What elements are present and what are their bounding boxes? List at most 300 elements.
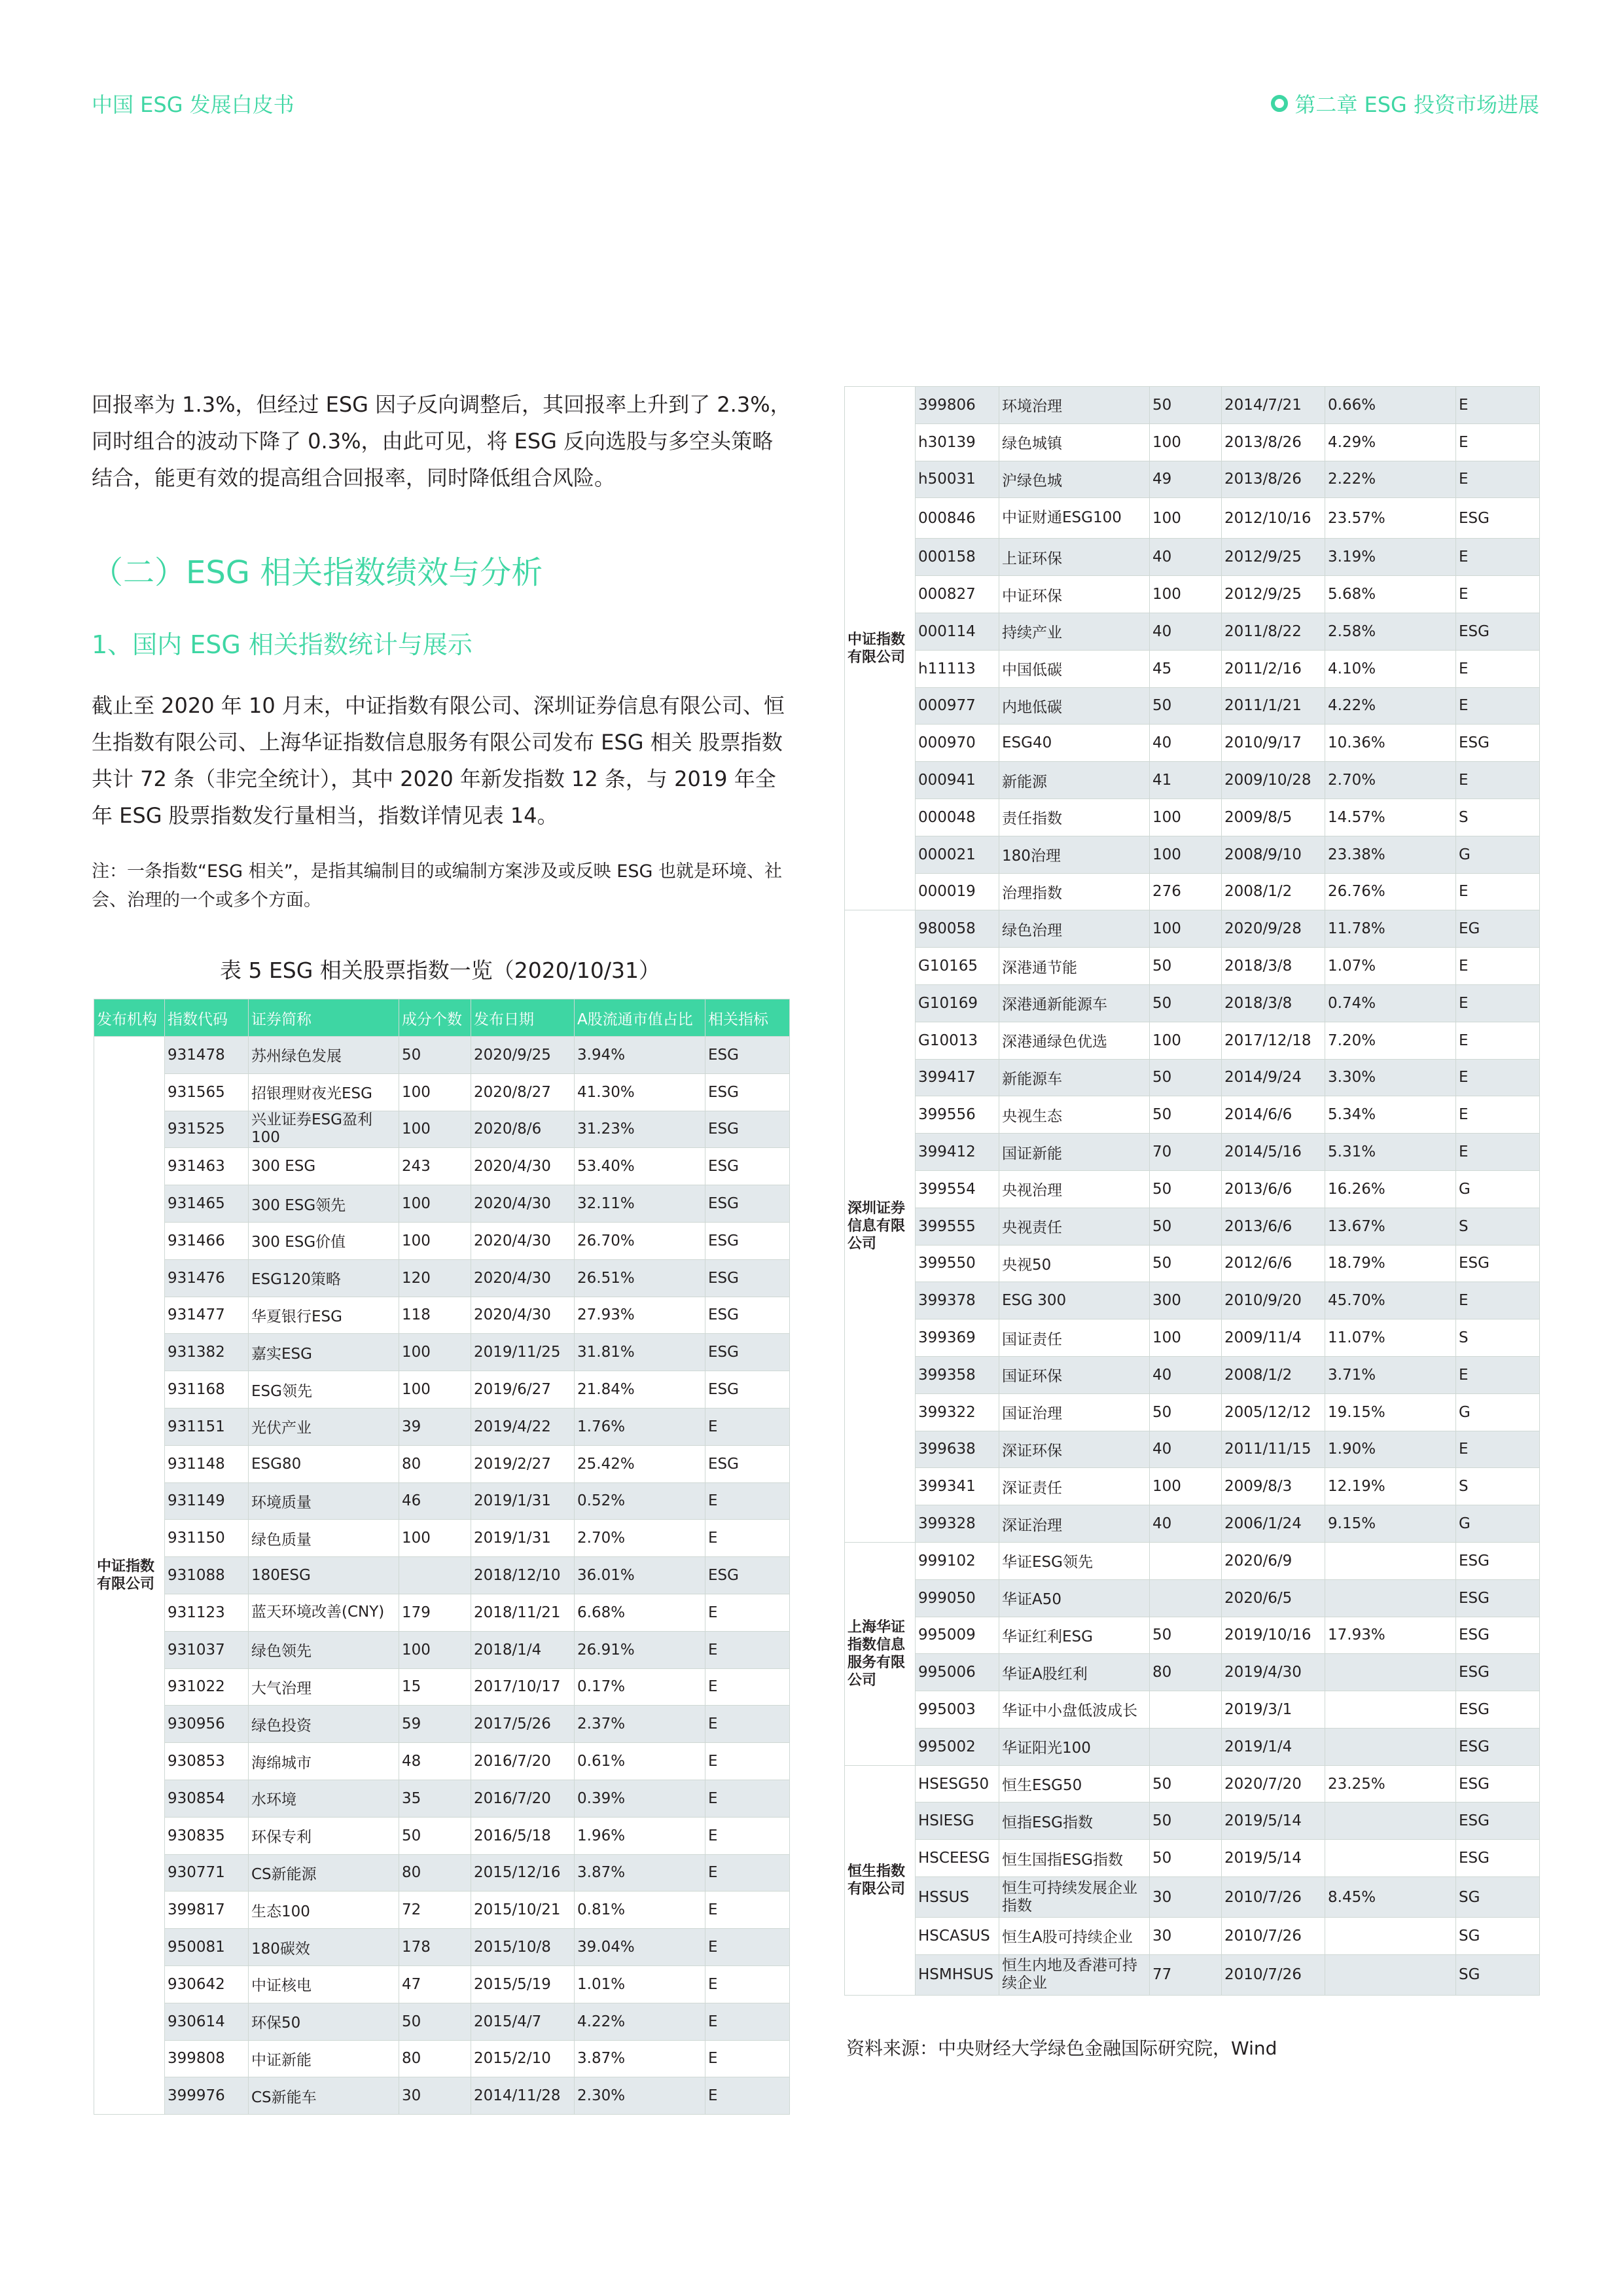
intro-paragraph: 回报率为 1.3%，但经过 ESG 因子反向调整后，其回报率上升到了 2.3%，同时组合的波动下降了 0.3%，由此可见，将 ESG 反向选股与多空头策略结合，能更有效的提高组合回报率，同时降低组合风险。 <box>92 392 791 490</box>
table-row <box>845 873 1540 910</box>
table-cell: 72 <box>399 1892 471 1929</box>
table-cell <box>1325 1654 1456 1691</box>
table-cell: 国证责任 <box>999 1319 1150 1357</box>
table-cell: 2020/4/30 <box>471 1297 575 1334</box>
table-cell: ESG <box>705 1371 790 1408</box>
table-cell: G10169 <box>916 984 999 1022</box>
table-cell: 50 <box>1150 1393 1222 1431</box>
table-cell: 45.70% <box>1325 1282 1456 1319</box>
table-cell: 77 <box>1150 1954 1222 1995</box>
table-cell: 931037 <box>165 1631 249 1668</box>
column-header: 发布机构 <box>94 999 165 1037</box>
table-cell: 120 <box>399 1259 471 1297</box>
table-cell: 2020/4/30 <box>471 1148 575 1185</box>
subsection-heading: 1、国内 ESG 相关指数统计与展示 <box>92 630 473 659</box>
table-cell: 2009/8/5 <box>1222 798 1325 836</box>
note-paragraph: 注：一条指数“ESG 相关”，是指其编制目的或编制方案涉及或反映 ESG 也就是环境、社会、治理的一个或多个方面。 <box>92 861 782 910</box>
table-cell: 中证财通ESG100 <box>999 498 1150 539</box>
table-cell: 41.30% <box>575 1073 705 1111</box>
table-cell: 2013/8/26 <box>1222 423 1325 461</box>
table-cell: 21.84% <box>575 1371 705 1408</box>
table-cell: 19.15% <box>1325 1393 1456 1431</box>
table-cell: 2011/8/22 <box>1222 613 1325 650</box>
table-cell: E <box>705 1668 790 1706</box>
table-row <box>94 1371 790 1408</box>
table-cell: 14.57% <box>1325 798 1456 836</box>
table-cell: 23.25% <box>1325 1765 1456 1803</box>
table-row <box>845 1096 1540 1134</box>
table-cell: 深证环保 <box>999 1431 1150 1468</box>
table-cell: ESG <box>705 1334 790 1371</box>
table-cell <box>1325 1542 1456 1579</box>
table-cell <box>1325 1918 1456 1955</box>
table-cell: 26.51% <box>575 1259 705 1297</box>
table-cell: 6.68% <box>575 1594 705 1631</box>
table-cell: 2020/8/27 <box>471 1073 575 1111</box>
table-row <box>845 725 1540 762</box>
table-cell: 2.70% <box>1325 762 1456 799</box>
table-cell: E <box>705 1817 790 1854</box>
column-header: 成分个数 <box>399 999 471 1037</box>
table-cell: 931149 <box>165 1482 249 1520</box>
table-cell: G <box>1456 836 1540 873</box>
table-row <box>94 1892 790 1929</box>
table-row <box>94 1929 790 1966</box>
table-cell: 2015/10/8 <box>471 1929 575 1966</box>
table-cell: 招银理财夜光ESG <box>249 1073 399 1111</box>
table-cell: E <box>1456 1096 1540 1134</box>
table-cell: 1.96% <box>575 1817 705 1854</box>
table-row <box>845 1542 1540 1579</box>
table-row <box>94 1111 790 1148</box>
table-cell: 央视生态 <box>999 1096 1150 1134</box>
table-cell: 绿色质量 <box>249 1520 399 1557</box>
table-row <box>94 1037 790 1074</box>
table-cell: 999050 <box>916 1579 999 1617</box>
table-row <box>845 1691 1540 1729</box>
table-row <box>845 1954 1540 1995</box>
table-cell: 2015/5/19 <box>471 1965 575 2003</box>
org-cell: 中证指数有限公司 <box>845 387 916 910</box>
table-cell: 399328 <box>916 1505 999 1543</box>
table-cell <box>1325 1579 1456 1617</box>
table-row <box>845 1170 1540 1208</box>
table-title: 表 5 ESG 相关股票指数一览（2020/10/31） <box>219 958 661 983</box>
table-cell: 恒生ESG50 <box>999 1765 1150 1803</box>
table-cell: 2.37% <box>575 1706 705 1743</box>
table-cell: 绿色投资 <box>249 1706 399 1743</box>
column-header: 指数代码 <box>165 999 249 1037</box>
table-cell: 深证治理 <box>999 1505 1150 1543</box>
org-cell: 深圳证券信息有限公司 <box>845 910 916 1543</box>
table-cell: h50031 <box>916 461 999 498</box>
table-cell: ESG <box>1456 613 1540 650</box>
table-cell: E <box>1456 1282 1540 1319</box>
table-cell <box>1325 1728 1456 1765</box>
table-cell: E <box>705 1706 790 1743</box>
table-cell: 000827 <box>916 576 999 613</box>
table-cell: 2009/10/28 <box>1222 762 1325 799</box>
table-cell: 931565 <box>165 1073 249 1111</box>
table-cell: 绿色领先 <box>249 1631 399 1668</box>
table-cell: 深港通节能 <box>999 948 1150 985</box>
table-cell: 0.52% <box>575 1482 705 1520</box>
table-cell: SG <box>1456 1918 1540 1955</box>
table-cell: 399550 <box>916 1245 999 1282</box>
table-cell: 100 <box>399 1334 471 1371</box>
table-cell: S <box>1456 1319 1540 1357</box>
chapter-ring-icon <box>1271 95 1288 112</box>
table-cell: 2019/11/25 <box>471 1334 575 1371</box>
table-cell: 中证新能 <box>249 2040 399 2077</box>
table-cell: 930853 <box>165 1743 249 1780</box>
table-cell: 931463 <box>165 1148 249 1185</box>
table-cell: 华证红利ESG <box>999 1617 1150 1654</box>
table-cell: 100 <box>399 1111 471 1148</box>
table-cell: 50 <box>399 2003 471 2040</box>
table-cell: 2020/4/30 <box>471 1259 575 1297</box>
table-cell: ESG <box>705 1557 790 1594</box>
table-cell: E <box>705 1520 790 1557</box>
table-cell: 0.74% <box>1325 984 1456 1022</box>
table-cell: 海绵城市 <box>249 1743 399 1780</box>
table-row <box>845 1468 1540 1505</box>
table-cell: 环保50 <box>249 2003 399 2040</box>
table-cell: 39 <box>399 1408 471 1445</box>
table-row <box>845 1840 1540 1877</box>
table-cell: HSMHSUS <box>916 1954 999 1995</box>
column-header: 相关指标 <box>705 999 790 1037</box>
table-cell: 49 <box>1150 461 1222 498</box>
table-cell: 2020/6/9 <box>1222 1542 1325 1579</box>
table-cell: 0.66% <box>1325 387 1456 424</box>
table-cell: 2015/10/21 <box>471 1892 575 1929</box>
table-cell: 深港通绿色优选 <box>999 1022 1150 1059</box>
table-row <box>845 1579 1540 1617</box>
column-header: 发布日期 <box>471 999 575 1037</box>
table-cell: E <box>1456 984 1540 1022</box>
table-row <box>94 1668 790 1706</box>
table-cell: G <box>1456 1505 1540 1543</box>
table-row <box>845 1765 1540 1803</box>
table-row <box>94 1557 790 1594</box>
table-row <box>845 461 1540 498</box>
table-cell: G <box>1456 1170 1540 1208</box>
table-cell: 2010/9/17 <box>1222 725 1325 762</box>
org-cell: 恒生指数有限公司 <box>845 1765 916 1995</box>
table-cell <box>1325 1691 1456 1729</box>
table-cell: E <box>1456 1022 1540 1059</box>
table-cell: ESG80 <box>249 1445 399 1482</box>
table-cell: 53.40% <box>575 1148 705 1185</box>
table-cell: 000021 <box>916 836 999 873</box>
table-cell: 2.70% <box>575 1520 705 1557</box>
table-cell: 39.04% <box>575 1929 705 1966</box>
table-cell: E <box>1456 1356 1540 1393</box>
table-cell: 持续产业 <box>999 613 1150 650</box>
table-cell: 180治理 <box>999 836 1150 873</box>
table-cell: 300 ESG价值 <box>249 1222 399 1259</box>
table-cell: 399378 <box>916 1282 999 1319</box>
table-row <box>845 1728 1540 1765</box>
table-cell: 2.22% <box>1325 461 1456 498</box>
table-cell: E <box>705 1743 790 1780</box>
table-cell: 35 <box>399 1780 471 1817</box>
table-cell: 2010/9/20 <box>1222 1282 1325 1319</box>
table-cell: 50 <box>1150 1208 1222 1245</box>
table-cell: 2009/8/3 <box>1222 1468 1325 1505</box>
table-cell: 50 <box>1150 687 1222 725</box>
table-cell: 399417 <box>916 1059 999 1096</box>
header-right-title: 第二章 ESG 投资市场进展 <box>1294 92 1539 117</box>
table-cell: 2019/2/27 <box>471 1445 575 1482</box>
table-cell: 2019/5/14 <box>1222 1803 1325 1840</box>
table-row <box>845 613 1540 650</box>
table-cell: 12.19% <box>1325 1468 1456 1505</box>
table-cell: E <box>1456 423 1540 461</box>
table-cell: ESG <box>705 1185 790 1223</box>
table-cell: 2013/6/6 <box>1222 1170 1325 1208</box>
table-row <box>845 762 1540 799</box>
table-cell: 399412 <box>916 1134 999 1171</box>
table-cell: 3.19% <box>1325 539 1456 576</box>
table-cell: 23.57% <box>1325 498 1456 539</box>
table-cell: 2019/1/4 <box>1222 1728 1325 1765</box>
table-cell: 100 <box>399 1073 471 1111</box>
table-cell: 2020/4/30 <box>471 1222 575 1259</box>
table-row <box>845 1356 1540 1393</box>
table-cell: E <box>1456 461 1540 498</box>
table-cell: 50 <box>399 1817 471 1854</box>
table-row <box>94 1706 790 1743</box>
table-cell: E <box>1456 1431 1540 1468</box>
table-cell: ESG <box>1456 1617 1540 1654</box>
table-cell: 26.76% <box>1325 873 1456 910</box>
table-cell: ESG <box>705 1073 790 1111</box>
table-cell: 2014/6/6 <box>1222 1096 1325 1134</box>
table-cell: 399808 <box>165 2040 249 2077</box>
table-cell: E <box>1456 576 1540 613</box>
table-cell: 蓝天环境改善(CNY) <box>249 1594 399 1631</box>
table-cell: 2013/8/26 <box>1222 461 1325 498</box>
table-cell: 000941 <box>916 762 999 799</box>
column-header: A股流通市值占比 <box>575 999 705 1037</box>
table-cell: E <box>1456 1134 1540 1171</box>
table-cell: 2009/11/4 <box>1222 1319 1325 1357</box>
table-cell: 80 <box>399 2040 471 2077</box>
table-cell: 2019/4/22 <box>471 1408 575 1445</box>
table-cell: 995003 <box>916 1691 999 1729</box>
table-cell: ESG领先 <box>249 1371 399 1408</box>
table-cell: E <box>1456 539 1540 576</box>
table-cell: 5.31% <box>1325 1134 1456 1171</box>
table-cell: ESG <box>1456 1245 1540 1282</box>
table-cell: E <box>1456 1059 1540 1096</box>
table-cell: 2005/12/12 <box>1222 1393 1325 1431</box>
table-cell: 50 <box>1150 948 1222 985</box>
table-row <box>845 1431 1540 1468</box>
table-cell: 40 <box>1150 725 1222 762</box>
table-cell: E <box>1456 687 1540 725</box>
table-row <box>94 1445 790 1482</box>
table-cell: E <box>705 1892 790 1929</box>
table-cell <box>1150 1542 1222 1579</box>
table-cell: 399358 <box>916 1356 999 1393</box>
table-cell: 931022 <box>165 1668 249 1706</box>
table-cell: 27.93% <box>575 1297 705 1334</box>
table-cell: 36.01% <box>575 1557 705 1594</box>
table-header-row <box>94 999 790 1037</box>
table-cell: 50 <box>1150 1840 1222 1877</box>
header-left-title: 中国 ESG 发展白皮书 <box>92 92 294 117</box>
table-cell: 2008/9/10 <box>1222 836 1325 873</box>
table-cell: 2019/1/31 <box>471 1520 575 1557</box>
table-cell: 930854 <box>165 1780 249 1817</box>
table-cell: 15 <box>399 1668 471 1706</box>
table-cell: S <box>1456 798 1540 836</box>
table-cell: ESG <box>1456 1803 1540 1840</box>
table-cell: 100 <box>1150 423 1222 461</box>
table-cell: 2016/7/20 <box>471 1780 575 1817</box>
table-cell: 2011/11/15 <box>1222 1431 1325 1468</box>
table-cell: 1.01% <box>575 1965 705 2003</box>
table-cell: 2020/7/20 <box>1222 1765 1325 1803</box>
table-cell: 13.67% <box>1325 1208 1456 1245</box>
table-cell: 32.11% <box>575 1185 705 1223</box>
table-cell: 央视责任 <box>999 1208 1150 1245</box>
table-row <box>94 1780 790 1817</box>
table-cell: HSCASUS <box>916 1918 999 1955</box>
table-cell: E <box>1456 762 1540 799</box>
table-cell: 399638 <box>916 1431 999 1468</box>
table-cell: 沪绿色城 <box>999 461 1150 498</box>
table-cell: 3.30% <box>1325 1059 1456 1096</box>
table-cell: 399806 <box>916 387 999 424</box>
table-row <box>845 539 1540 576</box>
table-cell: 2013/6/6 <box>1222 1208 1325 1245</box>
table-row <box>94 1259 790 1297</box>
table-cell: 50 <box>1150 1170 1222 1208</box>
table-cell: 118 <box>399 1297 471 1334</box>
table-cell: 243 <box>399 1148 471 1185</box>
table-cell: 995002 <box>916 1728 999 1765</box>
table-cell: 100 <box>399 1631 471 1668</box>
table-row <box>94 1854 790 1892</box>
table-cell: CS新能源 <box>249 1854 399 1892</box>
table-row <box>94 2040 790 2077</box>
table-cell: 931477 <box>165 1297 249 1334</box>
table-cell: 931478 <box>165 1037 249 1074</box>
table-cell: ESG <box>1456 1728 1540 1765</box>
table-cell: ESG <box>1456 1579 1540 1617</box>
table-cell: 中国低碳 <box>999 650 1150 687</box>
table-cell: ESG <box>1456 725 1540 762</box>
table-cell: 26.91% <box>575 1631 705 1668</box>
table-cell: 80 <box>399 1445 471 1482</box>
table-cell: 931466 <box>165 1222 249 1259</box>
table-cell: 2020/8/6 <box>471 1111 575 1148</box>
table-cell: 2006/1/24 <box>1222 1505 1325 1543</box>
table-cell: E <box>705 1482 790 1520</box>
table-cell: 300 <box>1150 1282 1222 1319</box>
table-cell: 华证A50 <box>999 1579 1150 1617</box>
table-cell: 59 <box>399 1706 471 1743</box>
table-cell: E <box>1456 873 1540 910</box>
table-cell: 中证环保 <box>999 576 1150 613</box>
table-row <box>94 1297 790 1334</box>
table-cell: 000970 <box>916 725 999 762</box>
table-cell <box>1325 1840 1456 1877</box>
table-cell: 0.17% <box>575 1668 705 1706</box>
table-cell: E <box>1456 948 1540 985</box>
table-cell: 931382 <box>165 1334 249 1371</box>
table-cell: 1.07% <box>1325 948 1456 985</box>
table-cell: 2012/6/6 <box>1222 1245 1325 1282</box>
table-cell: 30 <box>1150 1877 1222 1918</box>
table-row <box>94 1631 790 1668</box>
table-row <box>845 984 1540 1022</box>
table-cell: 2012/9/25 <box>1222 539 1325 576</box>
table-row <box>845 836 1540 873</box>
table-cell: 950081 <box>165 1929 249 1966</box>
table-cell <box>399 1557 471 1594</box>
table-cell: E <box>705 1965 790 2003</box>
table-cell: 3.71% <box>1325 1356 1456 1393</box>
table-cell: ESG <box>705 1445 790 1482</box>
table-cell: 3.87% <box>575 2040 705 2077</box>
table-cell: 大气治理 <box>249 1668 399 1706</box>
table-cell: 399341 <box>916 1468 999 1505</box>
table-cell: 环境治理 <box>999 387 1150 424</box>
table-cell: 000158 <box>916 539 999 576</box>
table-cell: E <box>705 1780 790 1817</box>
table-cell: 2012/9/25 <box>1222 576 1325 613</box>
table-cell: 40 <box>1150 613 1222 650</box>
table-cell: 2011/1/21 <box>1222 687 1325 725</box>
table-cell: 50 <box>1150 1617 1222 1654</box>
table-cell: 50 <box>1150 1803 1222 1840</box>
table-cell: 931168 <box>165 1371 249 1408</box>
table-cell: 31.23% <box>575 1111 705 1148</box>
table-cell: 2014/5/16 <box>1222 1134 1325 1171</box>
table-row <box>845 423 1540 461</box>
table-cell: 000114 <box>916 613 999 650</box>
table-cell: 47 <box>399 1965 471 2003</box>
table-cell: 999102 <box>916 1542 999 1579</box>
table-cell: 5.34% <box>1325 1096 1456 1134</box>
table-cell: 31.81% <box>575 1334 705 1371</box>
table-row <box>845 1654 1540 1691</box>
table-cell: 100 <box>1150 1468 1222 1505</box>
table-cell: 2014/7/21 <box>1222 387 1325 424</box>
table-cell: 25.42% <box>575 1445 705 1482</box>
table-cell: 3.87% <box>575 1854 705 1892</box>
table-row <box>845 1134 1540 1171</box>
table-cell: 嘉实ESG <box>249 1334 399 1371</box>
table-cell: E <box>705 2077 790 2115</box>
table-cell: 2010/7/26 <box>1222 1877 1325 1918</box>
table-cell: 100 <box>1150 910 1222 948</box>
table-cell: 100 <box>399 1185 471 1223</box>
table-row <box>94 1148 790 1185</box>
table-cell: 100 <box>399 1520 471 1557</box>
table-cell: 深证责任 <box>999 1468 1150 1505</box>
table-cell: HSSUS <box>916 1877 999 1918</box>
table-row <box>845 1803 1540 1840</box>
table-cell: 930835 <box>165 1817 249 1854</box>
table-row <box>845 498 1540 539</box>
table-cell: 上证环保 <box>999 539 1150 576</box>
